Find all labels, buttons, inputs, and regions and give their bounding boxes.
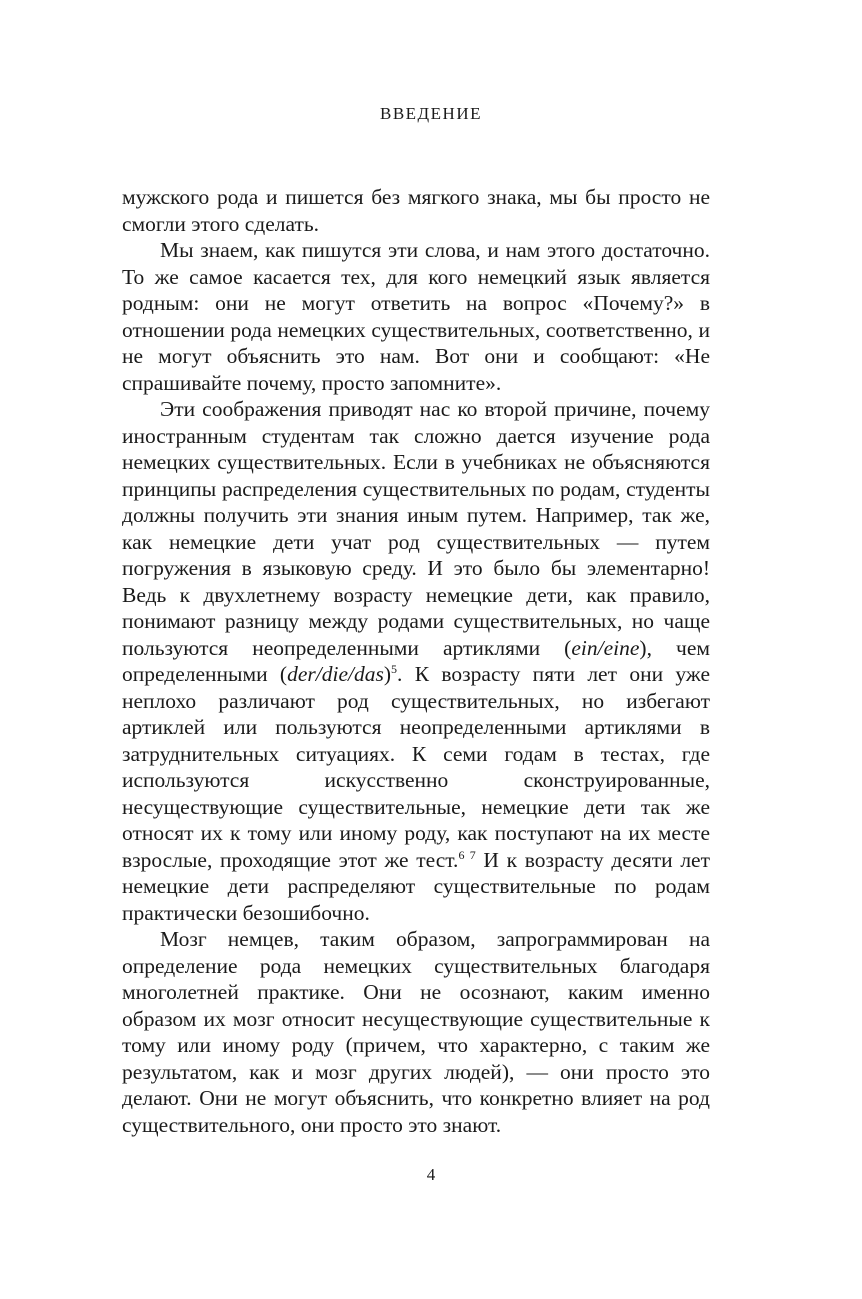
text-segment: Эти соображения приводят нас ко второй причине, почему иностранным студентам так сложно дается изучение рода немецких существительных. Если в учебниках не объясняются принципы распределения существительных по родам, студенты должны получить эти знания иным путем. Например, так же, как немецкие дети учат род существительных — путем погружения в языковую среду. И это было бы элементарно! Ведь к двухлетнему возрасту немецкие дети, как правило, понимают разницу между родами существительных, но чаще пользуются неопределенными артиклями ( — [122, 397, 710, 660]
text-segment: Мозг немцев, таким образом, запрограммирован на определение рода немецких существительных благодаря многолетней практике. Они не осознают, каким именно образом их мозг относит несуществующие существительные к тому или иному роду (причем, что характерно, с таким же результатом, как и мозг других людей), — они просто это делают. Они не могут объяснить, что конкретно влияет на род существительного, они просто это знают. — [122, 927, 710, 1137]
text-segment: ), чем определенными ( — [122, 635, 710, 686]
footnote-ref[interactable]: 5 — [391, 661, 398, 676]
italic-articles-definite: der/die/das — [287, 662, 384, 686]
paragraph-4 — [122, 926, 710, 1138]
text-segment: Мы знаем, как пишутся эти слова, и нам этого достаточно. То же самое касается тех, для кого немецкий язык является родным: они не могут ответить на вопрос «Почему?» в отношении рода немецких существительных, соответственно, и не могут объяснить это нам. Вот они и сообщают: «Не спрашивайте почему, просто запомните». — [122, 238, 710, 395]
footnote-ref[interactable]: 6 7 — [458, 847, 476, 862]
page-number: 4 — [426, 1165, 436, 1184]
text-segment: ) — [383, 662, 392, 686]
body-text — [122, 184, 710, 1138]
italic-articles-indefinite: ein/eine — [571, 635, 640, 660]
paragraph-2 — [122, 237, 710, 396]
text-segment: . К возрасту пяти лет они уже неплохо различают род существительных, но избегают артиклей или пользуются неопределенными артиклями в затруднительных ситуациях. К семи годам в тестах, где используются искусственно сконструированные, несуществующие существительные, немецкие дети так же относят их к тому или иному роду, как поступают на их месте взрослые, проходящие этот же тест. — [122, 662, 711, 872]
paragraph-1 — [122, 184, 710, 237]
text-segment: И к возрасту десяти лет немецкие дети распределяют существительные по родам практически безошибочно. — [122, 847, 710, 925]
paragraph-3 — [122, 396, 710, 926]
running-title: ВВЕДЕНИЕ — [380, 104, 482, 123]
text-segment: мужского рода и пишется без мягкого знака, мы бы просто не смогли этого сделать. — [122, 185, 710, 236]
